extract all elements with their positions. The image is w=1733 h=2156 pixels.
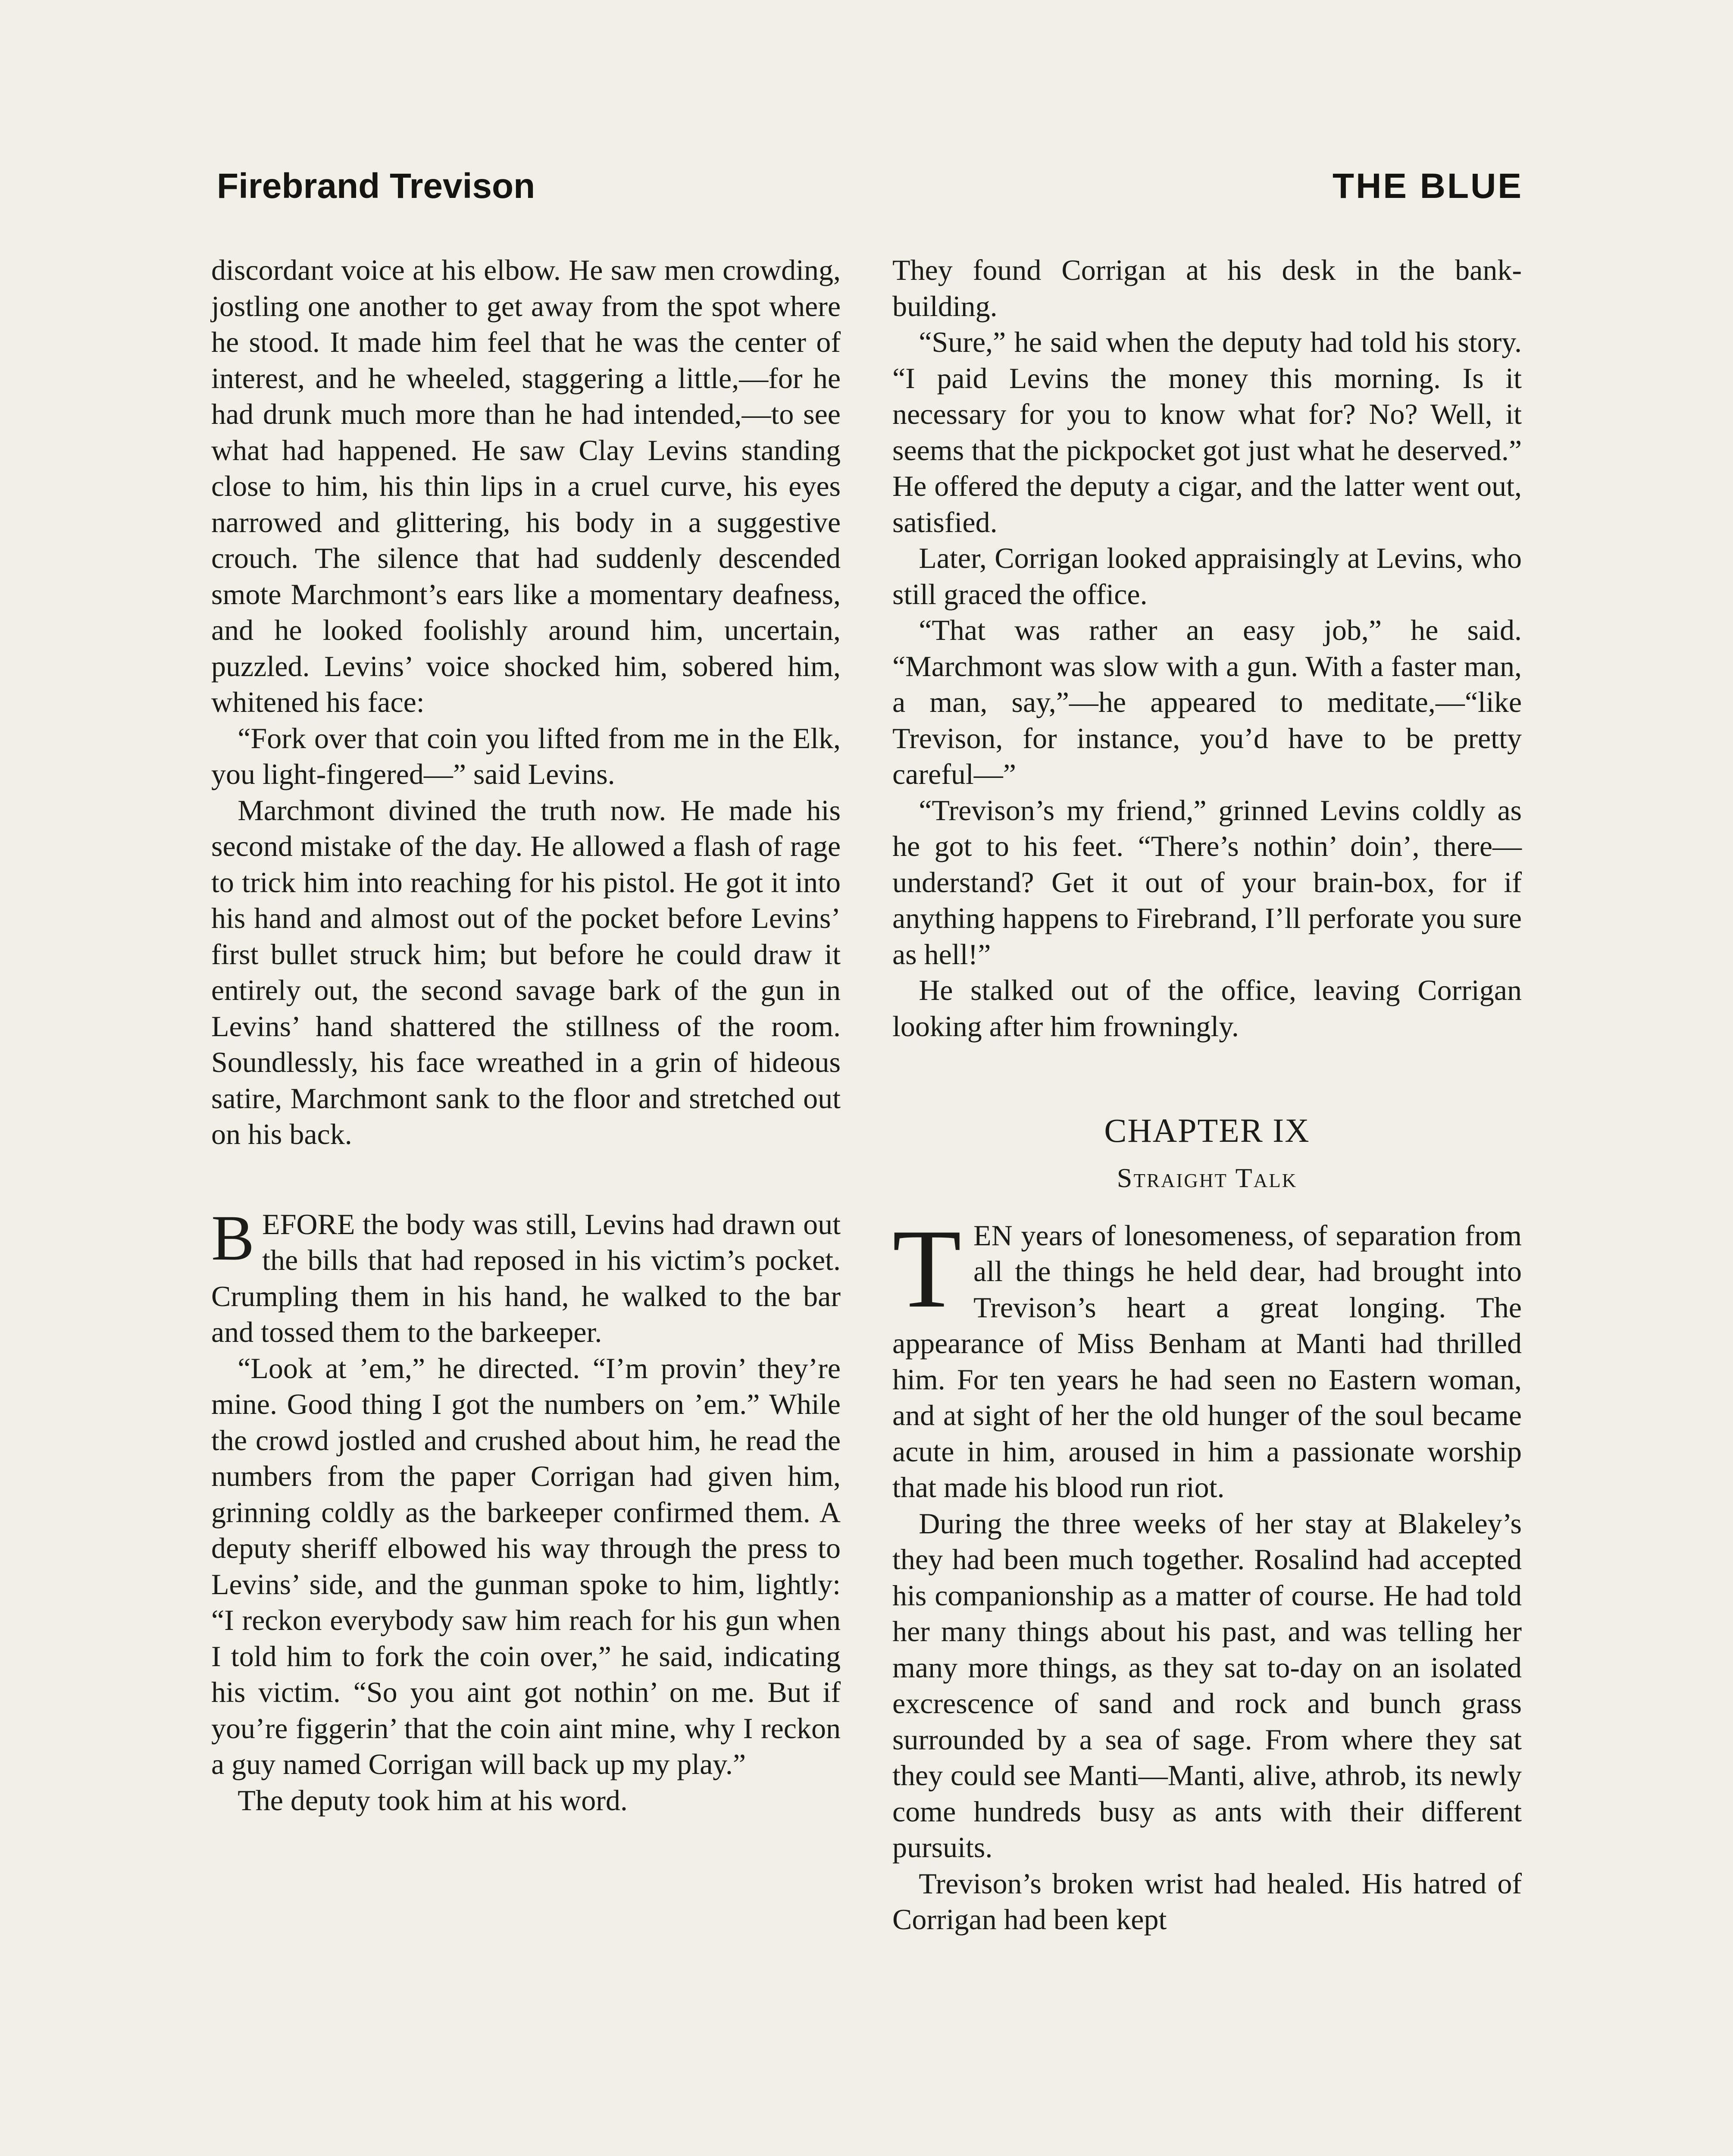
paragraph-with-initial bbox=[211, 1202, 841, 1351]
drop-cap: B bbox=[211, 1202, 255, 1274]
paragraph: Later, Corrigan looked appraisingly at Levins, who still graced the office. bbox=[892, 542, 1522, 611]
chapter-subtitle: Straight Talk bbox=[1117, 1163, 1298, 1193]
paragraph: discordant voice at his elbow. He saw men crowding, jostling one another to get away from the spot where he stood. It made him feel that he was the center of interest, and he wheeled, staggering a little,—for he had drunk much more than he had intended,—to see what had happened. He saw Clay Levins standing close to him, his thin lips in a cruel curve, his eyes narrowed and glittering, his body in a suggestive crouch. The silence that had suddenly descended smote Marchmont’s ears like a momentary deafness, and he looked foolishly around him, uncertain, puzzled. Levins’ voice shocked him, sobered him, whitened his face: bbox=[211, 254, 841, 718]
left-column bbox=[211, 252, 841, 1818]
paragraph-with-initial bbox=[892, 1206, 1522, 1506]
paragraph: They found Corrigan at his desk in the bank-building. bbox=[892, 254, 1522, 323]
running-head-title: Firebrand Trevison bbox=[217, 166, 535, 206]
chapter-heading: CHAPTER IX bbox=[1104, 1112, 1310, 1149]
paragraph: During the three weeks of her stay at Blakeley’s they had been much together. Rosalind had accepted his companionship as a matter of course. He had told her many things about his past, and was telling her many more things, as they sat to-day on an isolated excrescence of sand and rock and bunch grass surrounded by a sea of sage. From where they sat they could see Manti—Manti, alive, athrob, its newly come hundreds busy as ants with their different pursuits. bbox=[892, 1507, 1522, 1864]
paragraph: He stalked out of the office, leaving Corrigan looking after him frowningly. bbox=[892, 974, 1522, 1043]
paragraph: “Trevison’s my friend,” grinned Levins coldly as he got to his feet. “There’s nothin’ doin’, there—understand? Get it out of your brain-box, for if anything happens to Firebrand, I’ll perforate you sure as hell!” bbox=[892, 793, 1522, 971]
running-head bbox=[217, 166, 1523, 207]
paragraph-text: EN years of lonesomeness, of separation from all the things he held dear, had brought into Trevison’s heart a great longing. The appearance of Miss Benham at Manti had thrilled him. For ten years he had seen no Eastern woman, and at sight of her the old hunger of the soul became acute in him, aroused in him a passionate worship that made his blood run riot. bbox=[892, 1219, 1522, 1504]
right-column bbox=[892, 252, 1522, 1938]
paragraph-text: EFORE the body was still, Levins had drawn out the bills that had reposed in his victim’s pocket. Crumpling them in his hand, he walked to the bar and tossed them to the barkeeper. bbox=[211, 1207, 841, 1348]
paragraph: Trevison’s broken wrist had healed. His hatred of Corrigan had been kept bbox=[892, 1867, 1522, 1936]
paragraph: “Fork over that coin you lifted from me in the Elk, you light-fingered—” said Levins. bbox=[211, 721, 841, 790]
running-head-magazine: THE BLUE bbox=[1333, 166, 1523, 206]
drop-cap: T bbox=[892, 1206, 962, 1331]
paragraph: “Sure,” he said when the deputy had told his story. “I paid Levins the money this morning. Is it necessary for you to know what for? No? Well, it seems that the pickpocket got just what he deserved.” He offered the deputy a cigar, and the latter went out, satisfied. bbox=[892, 326, 1522, 539]
paragraph: The deputy took him at his word. bbox=[238, 1783, 628, 1817]
paragraph: “Look at ’em,” he directed. “I’m provin’ they’re mine. Good thing I got the numbers on ’em.” While the crowd jostled and crushed about him, he read the numbers from the paper Corrigan had given him, grinning coldly as the barkeeper confirmed them. A deputy sheriff elbowed his way through the press to Levins’ side, and the gunman spoke to him, lightly: “I reckon everybody saw him reach for his gun when I told him to fork the coin over,” he said, indicating his victim. “So you aint got nothin’ on me. But if you’re figgerin’ that the coin aint mine, why I reckon a guy named Corrigan will back up my play.” bbox=[211, 1351, 841, 1780]
paragraph: “That was rather an easy job,” he said. “Marchmont was slow with a gun. With a faster man, a man, say,”—he appeared to meditate,—“like Trevison, for instance, you’d have to be pretty careful—” bbox=[892, 614, 1522, 790]
paragraph: Marchmont divined the truth now. He made his second mistake of the day. He allowed a flash of rage to trick him into reaching for his pistol. He got it into his hand and almost out of the pocket before Levins’ first bullet struck him; but before he could draw it entirely out, the second savage bark of the gun in Levins’ hand shattered the stillness of the room. Soundlessly, his face wreathed in a grin of hideous satire, Marchmont sank to the floor and stretched out on his back. bbox=[211, 793, 841, 1150]
